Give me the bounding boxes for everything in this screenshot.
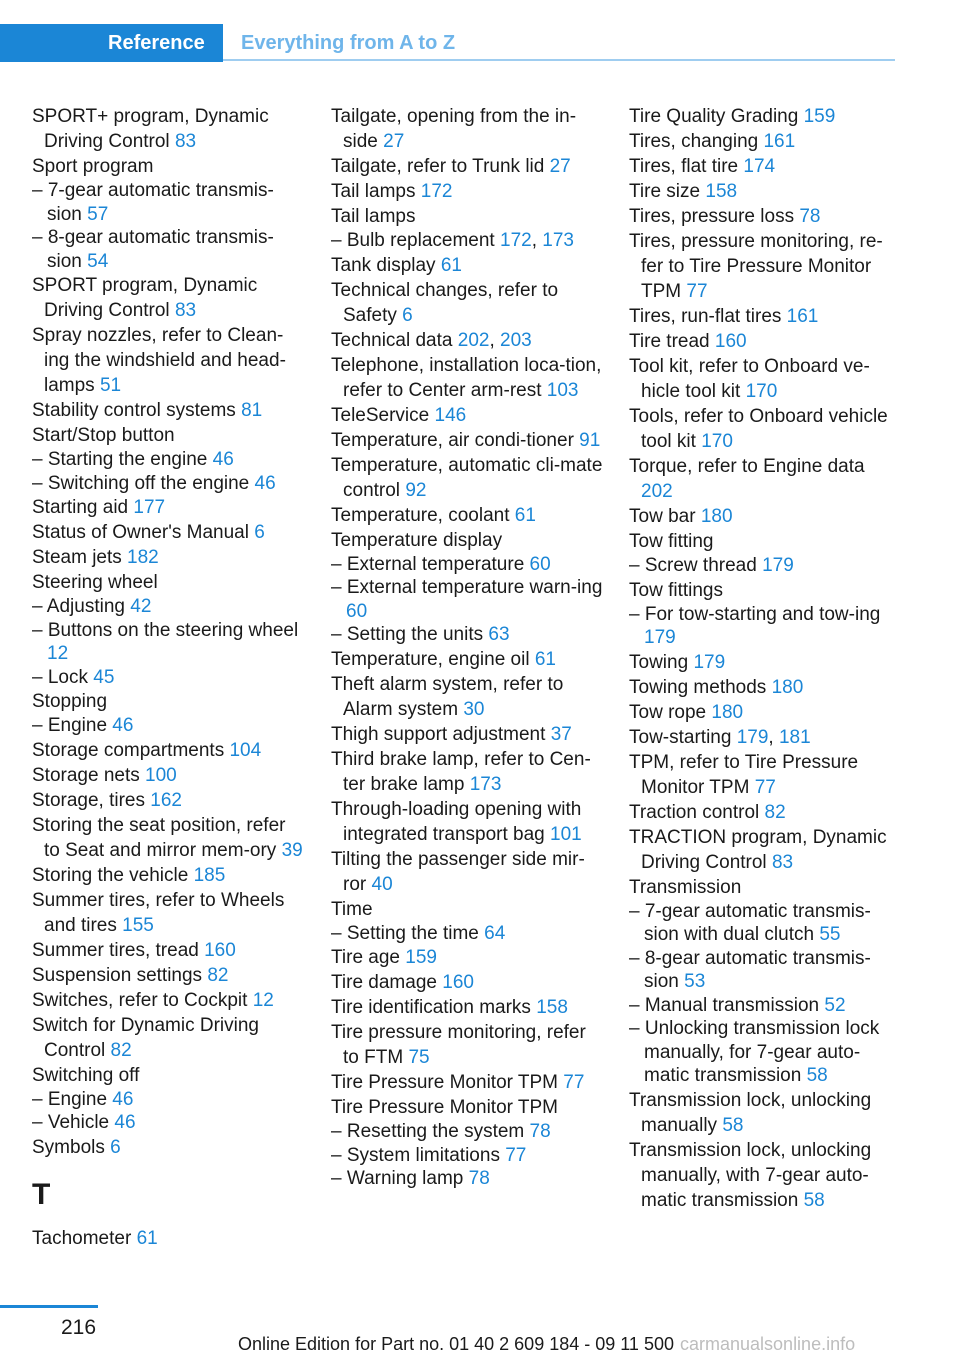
index-subentry — [32, 619, 304, 666]
index-entry — [32, 813, 304, 863]
entry-text: Storing the vehicle — [32, 864, 189, 886]
entry-text: Tow fitting — [629, 531, 714, 552]
page-link[interactable]: 179 — [644, 627, 676, 648]
page-link[interactable]: 63 — [488, 624, 510, 645]
entry-text: Tailgate, refer to Trunk lid — [331, 156, 545, 177]
index-column-2 — [331, 104, 603, 1191]
page-link[interactable]: 174 — [743, 156, 776, 177]
index-letter-heading — [32, 1178, 304, 1212]
index-entry — [629, 504, 899, 529]
page-link[interactable]: 39 — [281, 839, 303, 861]
page-link[interactable]: 179 — [762, 555, 794, 576]
entry-text: Technical changes, refer to Safety — [331, 279, 559, 326]
index-entry — [629, 204, 899, 229]
index-entry — [629, 329, 899, 354]
footer-rule — [0, 1305, 98, 1308]
entry-text: Tachometer — [32, 1227, 132, 1249]
entry-text: – External temperature warn-ing — [331, 577, 603, 598]
entry-text: Temperature display — [331, 529, 503, 551]
index-subentry — [32, 714, 304, 738]
index-subentry — [629, 994, 899, 1018]
entry-text: Tool kit, refer to Onboard ve-hicle tool kit — [629, 356, 870, 402]
index-entry — [32, 888, 304, 938]
index-entry — [629, 578, 899, 603]
entry-text: Switches, refer to Cockpit — [32, 989, 248, 1011]
entry-text: Storage nets — [32, 764, 140, 786]
page-link[interactable]: 170 — [745, 381, 778, 402]
page-link[interactable]: 46 — [112, 715, 134, 736]
page-link[interactable]: 180 — [771, 676, 804, 698]
entry-text: Storage, tires — [32, 789, 145, 811]
index-entry — [629, 750, 899, 800]
entry-text: Steam jets — [32, 547, 122, 568]
page-link[interactable]: 51 — [99, 375, 122, 396]
index-entry — [629, 104, 899, 129]
index-entry — [32, 323, 304, 398]
entry-text: Sport program — [32, 156, 154, 177]
index-subentry — [629, 1017, 899, 1088]
page-link[interactable]: 30 — [463, 698, 485, 720]
page-link[interactable]: 185 — [193, 864, 226, 886]
index-entry — [331, 1070, 603, 1095]
entry-text: Towing methods — [629, 676, 767, 698]
page-link[interactable]: 77 — [754, 776, 776, 798]
index-entry — [629, 404, 899, 454]
index-entry — [331, 1020, 603, 1070]
page-link[interactable]: 78 — [799, 206, 821, 227]
entry-text: – For tow-starting and tow-ing — [629, 603, 881, 625]
page-link[interactable]: 177 — [133, 497, 166, 518]
page-link[interactable]: 27 — [383, 131, 405, 152]
page-link[interactable]: 181 — [778, 726, 811, 748]
index-subentry — [32, 595, 304, 619]
page-link[interactable]: 52 — [824, 994, 846, 1016]
entry-text: Symbols — [32, 1136, 105, 1158]
page-link[interactable]: 161 — [763, 131, 796, 152]
page-link[interactable]: 180 — [711, 701, 744, 723]
index-entry — [32, 763, 304, 788]
entry-text: Tilting the passenger side mir-ror — [331, 848, 585, 895]
page-link[interactable]: 64 — [484, 922, 506, 944]
entry-text: – Screw thread — [629, 555, 757, 576]
entry-text: Stability control systems — [32, 400, 236, 421]
index-entry — [32, 738, 304, 763]
index-entry — [32, 938, 304, 963]
page-link[interactable]: 82 — [764, 801, 786, 823]
entry-text: – Setting the time — [331, 922, 479, 944]
entry-text: SPORT+ program, Dynamic Driving Control — [32, 106, 269, 152]
entry-text: Theft alarm system, refer to Alarm system — [331, 673, 564, 720]
entry-text: Switching off — [32, 1064, 140, 1086]
page-link[interactable]: 101 — [550, 823, 582, 845]
entry-text: Tires, run-flat tires — [629, 306, 782, 327]
entry-text: Storing the seat position, refer to Seat and mirror mem-ory — [32, 814, 286, 861]
entry-text: – Unlocking transmission lock manually, for 7-gear auto-matic transmission — [629, 1018, 880, 1086]
page-link[interactable]: 60 — [346, 600, 368, 622]
entry-text: SPORT program, Dynamic Driving Control — [32, 275, 258, 321]
entry-text: – 8-gear automatic transmis-sion — [32, 227, 274, 272]
index-subentry — [32, 179, 304, 226]
entry-text: Tires, pressure monitoring, re-fer to Tire Pressure Monitor TPM — [629, 231, 883, 302]
page-link[interactable]: 83 — [174, 300, 197, 321]
index-entry — [32, 863, 304, 888]
index-subentry — [32, 472, 304, 496]
entry-text: Status of Owner's Manual — [32, 522, 249, 543]
entry-text: T — [32, 1177, 51, 1211]
entry-text: – 7-gear automatic transmis-sion — [32, 180, 274, 225]
page-link[interactable]: 202 — [641, 481, 673, 502]
page-link[interactable]: 46 — [212, 449, 234, 470]
entry-text: – Manual transmission — [629, 994, 820, 1016]
index-entry — [331, 453, 603, 503]
page-link[interactable]: 180 — [700, 506, 733, 527]
index-entry — [331, 995, 603, 1020]
page-link[interactable]: 77 — [686, 281, 708, 302]
index-entry — [32, 398, 304, 423]
index-entry — [331, 428, 603, 453]
entry-text: Temperature, coolant — [331, 504, 510, 526]
index-entry — [331, 672, 603, 722]
index-entry — [331, 104, 603, 154]
page-link[interactable]: 78 — [529, 1121, 551, 1142]
entry-text: – Engine — [32, 1088, 108, 1110]
entry-text: Temperature, air condi-tioner — [331, 429, 574, 451]
page-link[interactable]: 42 — [130, 596, 152, 617]
entry-text: – Setting the units — [331, 624, 484, 645]
page-link[interactable]: 160 — [714, 331, 747, 352]
page-header — [0, 24, 895, 62]
entry-text: – External temperature — [331, 553, 525, 575]
index-column-1 — [32, 104, 304, 1251]
index-entry — [629, 675, 899, 700]
entry-text: Time — [331, 898, 373, 920]
entry-text: Telephone, installation loca-tion, refer to Center arm-rest — [331, 354, 602, 401]
index-entry — [629, 304, 899, 329]
page-link[interactable]: 100 — [145, 764, 177, 786]
entry-text: TPM, refer to Tire Pressure Monitor TPM — [629, 751, 859, 798]
index-entry — [331, 897, 603, 922]
entry-text: – Warning lamp — [331, 1168, 464, 1189]
entry-text: – 8-gear automatic transmis-sion — [629, 947, 871, 992]
entry-text: Tail lamps — [331, 181, 416, 202]
entry-text: – Vehicle — [32, 1112, 110, 1133]
index-subentry — [331, 922, 603, 946]
page-link[interactable]: 182 — [127, 547, 159, 568]
page-link[interactable]: 160 — [204, 939, 236, 961]
page-link[interactable]: 82 — [207, 964, 229, 986]
entry-text: Starting aid — [32, 497, 129, 518]
entry-text: Tow fittings — [629, 579, 723, 601]
index-entry — [331, 797, 603, 847]
entry-text: Stopping — [32, 691, 108, 712]
page-link[interactable]: 61 — [514, 504, 536, 526]
page-link[interactable]: 77 — [505, 1144, 527, 1166]
entry-text: Temperature, engine oil — [331, 648, 530, 670]
entry-text: Torque, refer to Engine data — [629, 456, 865, 477]
page-link[interactable]: 12 — [252, 989, 274, 1011]
entry-text: Tire damage — [331, 972, 437, 993]
entry-text: Tires, pressure loss — [629, 206, 795, 227]
entry-text: Tires, flat tire — [629, 156, 739, 177]
page-link[interactable]: 81 — [241, 400, 263, 421]
entry-text: – Lock — [32, 666, 88, 688]
index-entry: Tow-starting 179, 181 — [629, 726, 811, 748]
entry-text: – Resetting the system — [331, 1121, 525, 1142]
index-entry — [331, 528, 603, 553]
entry-text: Third brake lamp, refer to Cen-ter brake lamp — [331, 748, 591, 795]
entry-text: Tools, refer to Onboard vehicle tool kit — [629, 406, 888, 452]
entry-text: Tailgate, opening from the in-side — [331, 106, 577, 152]
page-link[interactable]: 27 — [549, 156, 571, 177]
index-entry — [331, 722, 603, 747]
index-subentry — [331, 553, 603, 577]
index-entry — [629, 800, 899, 825]
entry-text: Transmission — [629, 876, 742, 898]
entry-text: Transmission lock, unlocking manually — [629, 1089, 872, 1136]
page-link[interactable]: 6 — [110, 1136, 121, 1158]
index-entry — [32, 570, 304, 595]
index-entry — [32, 154, 304, 179]
entry-text: – Switching off the engine — [32, 472, 250, 494]
page-link[interactable]: 82 — [110, 1039, 132, 1061]
index-entry — [32, 1226, 304, 1251]
index-entry — [629, 875, 899, 900]
page-link[interactable]: 54 — [87, 250, 109, 272]
page-link[interactable]: 146 — [434, 404, 467, 426]
index-entry — [32, 423, 304, 448]
page-link[interactable]: 37 — [550, 723, 572, 745]
entry-text: Spray nozzles, refer to Clean-ing the windshield and head-lamps — [32, 325, 286, 396]
entry-text: TeleService — [331, 404, 430, 426]
index-entry — [331, 1095, 603, 1120]
entry-text: Switch for Dynamic Driving Control — [32, 1014, 259, 1061]
entry-text: Suspension settings — [32, 964, 203, 986]
subsection-title: Everything from A to Z — [241, 32, 456, 54]
entry-text: – 7-gear automatic transmis-sion with dual clutch — [629, 900, 871, 945]
page-link[interactable]: 46 — [114, 1112, 136, 1133]
page-link[interactable]: 83 — [771, 851, 794, 873]
entry-text: Tire Pressure Monitor TPM — [331, 1072, 558, 1093]
entry-text: Tire size — [629, 181, 701, 202]
index-entry — [32, 689, 304, 714]
page-link[interactable]: 172 — [420, 181, 453, 202]
page-link[interactable]: 58 — [806, 1065, 828, 1086]
page-link[interactable]: 162 — [150, 789, 182, 811]
page-link[interactable]: 77 — [563, 1072, 585, 1093]
page-link[interactable]: 61 — [534, 648, 556, 670]
page-link[interactable]: 173 — [469, 773, 502, 795]
page-link[interactable]: 155 — [122, 914, 154, 936]
page-link[interactable]: 179 — [736, 726, 769, 748]
page-link[interactable]: 179 — [693, 651, 726, 673]
page-link[interactable]: 53 — [684, 971, 706, 992]
entry-text: – Bulb replacement — [331, 230, 495, 251]
entry-text: Summer tires, refer to Wheels and tires — [32, 889, 285, 936]
entry-text: Tire Pressure Monitor TPM — [331, 1097, 558, 1118]
index-entry — [32, 988, 304, 1013]
index-entry — [629, 650, 899, 675]
entry-text: Tail lamps — [331, 206, 416, 227]
entry-text: Technical data — [331, 329, 453, 351]
index-entry — [32, 273, 304, 323]
page-link[interactable]: 58 — [803, 1189, 825, 1211]
entry-text: – Engine — [32, 715, 108, 736]
header-rule — [223, 59, 895, 61]
index-entry — [32, 1013, 304, 1063]
entry-text: Transmission lock, unlocking manually, with 7-gear auto-matic transmission — [629, 1139, 872, 1211]
entry-text: Steering wheel — [32, 572, 158, 593]
section-tab[interactable]: Reference — [0, 24, 223, 62]
index-entry — [32, 104, 304, 154]
index-entry — [331, 647, 603, 672]
index-subentry: – Bulb replacement 172, 173 — [331, 230, 574, 251]
page-link[interactable]: 161 — [786, 306, 819, 327]
index-entry — [32, 495, 304, 520]
entry-text: Traction control — [629, 801, 760, 823]
index-entry — [629, 825, 899, 875]
page-number: 216 — [61, 1316, 97, 1339]
index-entry — [32, 1063, 304, 1088]
index-entry — [32, 545, 304, 570]
page-link[interactable]: 58 — [722, 1114, 744, 1136]
index-entry — [331, 278, 603, 328]
index-entry — [331, 945, 603, 970]
entry-text: Tire age — [331, 947, 400, 968]
page-link[interactable]: 55 — [819, 924, 841, 945]
index-entry — [331, 747, 603, 797]
index-subentry — [629, 947, 899, 994]
index-entry — [32, 520, 304, 545]
page-link[interactable]: 104 — [229, 739, 262, 761]
index-subentry — [32, 666, 304, 690]
entry-text: TRACTION program, Dynamic Driving Control — [629, 826, 887, 873]
watermark: carmanualsonline.info — [680, 1334, 856, 1354]
index-subentry — [32, 1111, 304, 1135]
entry-text: Temperature, automatic cli-mate control — [331, 454, 603, 501]
entry-text: Thigh support adjustment — [331, 723, 546, 745]
entry-text: Start/Stop button — [32, 425, 175, 446]
index-entry — [331, 179, 603, 204]
index-entry — [32, 788, 304, 813]
index-subentry — [331, 1120, 603, 1144]
entry-text: Tank display — [331, 254, 436, 276]
index-entry — [629, 179, 899, 204]
index-entry — [629, 454, 899, 504]
index-subentry — [32, 448, 304, 472]
entry-text: Tire Quality Grading — [629, 106, 799, 127]
index-entry — [629, 700, 899, 725]
index-entry — [629, 1088, 899, 1138]
entry-text: Tow rope — [629, 701, 707, 723]
page-link[interactable]: 91 — [579, 429, 601, 451]
page-link[interactable]: 173 — [542, 230, 574, 251]
page-link[interactable]: 159 — [803, 106, 836, 127]
index-entry — [331, 154, 603, 179]
index-entry — [629, 154, 899, 179]
index-subentry — [629, 900, 899, 947]
page-link[interactable]: 203 — [500, 329, 532, 351]
page-link[interactable]: 12 — [47, 643, 69, 664]
entry-text: – Buttons on the steering wheel — [32, 619, 299, 641]
entry-text: Tire tread — [629, 331, 710, 352]
page-link[interactable]: 202 — [457, 329, 490, 351]
index-entry — [32, 1135, 304, 1160]
page-link[interactable]: 172 — [500, 230, 532, 251]
page-link[interactable]: 45 — [93, 666, 115, 688]
entry-text: – System limitations — [331, 1144, 500, 1166]
entry-text: Tow bar — [629, 506, 696, 527]
page-link[interactable]: 6 — [402, 304, 413, 326]
page-link[interactable]: 92 — [405, 479, 427, 501]
entry-text: Tire identification marks — [331, 997, 531, 1018]
page-link[interactable]: 158 — [536, 997, 568, 1018]
index-entry — [629, 129, 899, 154]
page-link[interactable]: 6 — [254, 522, 265, 543]
entry-text: Tow-starting — [629, 726, 732, 748]
page-link[interactable]: 57 — [87, 203, 109, 225]
entry-text: Towing — [629, 651, 689, 673]
entry-text: Tires, changing — [629, 131, 759, 152]
page-link[interactable]: 46 — [112, 1088, 134, 1110]
index-entry — [629, 529, 899, 554]
page-link[interactable]: 160 — [442, 972, 474, 993]
entry-text: Storage compartments — [32, 739, 225, 761]
index-subentry — [331, 623, 603, 647]
index-column-3 — [629, 104, 899, 1213]
index-entry — [331, 970, 603, 995]
index-entry — [629, 229, 899, 304]
entry-text: Tire pressure monitoring, refer to FTM — [331, 1022, 586, 1068]
entry-text: Summer tires, tread — [32, 939, 199, 961]
index-entry — [629, 1138, 899, 1213]
index-subentry — [331, 576, 603, 623]
page-link[interactable]: 75 — [408, 1047, 430, 1068]
page-link[interactable]: 159 — [405, 947, 437, 968]
page-link[interactable]: 78 — [468, 1168, 490, 1189]
edition-note: Online Edition for Part no. 01 40 2 609 184 - 09 11 500 — [238, 1334, 674, 1354]
page-link[interactable]: 83 — [174, 131, 197, 152]
index-subentry — [629, 554, 899, 578]
index-subentry — [629, 603, 899, 650]
index-entry: Technical data 202, 203 — [331, 329, 532, 351]
page-link[interactable]: 170 — [701, 431, 733, 452]
index-entry — [331, 503, 603, 528]
page-link[interactable]: 103 — [546, 379, 579, 401]
page-link[interactable]: 46 — [254, 472, 276, 494]
index-entry — [32, 963, 304, 988]
index-subentry — [331, 1167, 603, 1191]
page-link[interactable]: 40 — [371, 873, 393, 895]
index-entry — [331, 847, 603, 897]
page-link[interactable]: 61 — [136, 1227, 158, 1249]
index-subentry — [32, 226, 304, 273]
index-subentry — [32, 1088, 304, 1112]
index-subentry — [331, 1144, 603, 1168]
entry-text: Through-loading opening with integrated transport bag — [331, 798, 582, 845]
index-entry — [331, 403, 603, 428]
index-entry — [331, 253, 603, 278]
index-entry — [331, 204, 603, 229]
page-link[interactable]: 61 — [440, 254, 462, 276]
page-link[interactable]: 60 — [529, 553, 551, 575]
entry-text: – Starting the engine — [32, 449, 208, 470]
page-link[interactable]: 158 — [705, 181, 738, 202]
index-entry — [629, 354, 899, 404]
entry-text: – Adjusting — [32, 596, 125, 617]
index-entry — [331, 353, 603, 403]
